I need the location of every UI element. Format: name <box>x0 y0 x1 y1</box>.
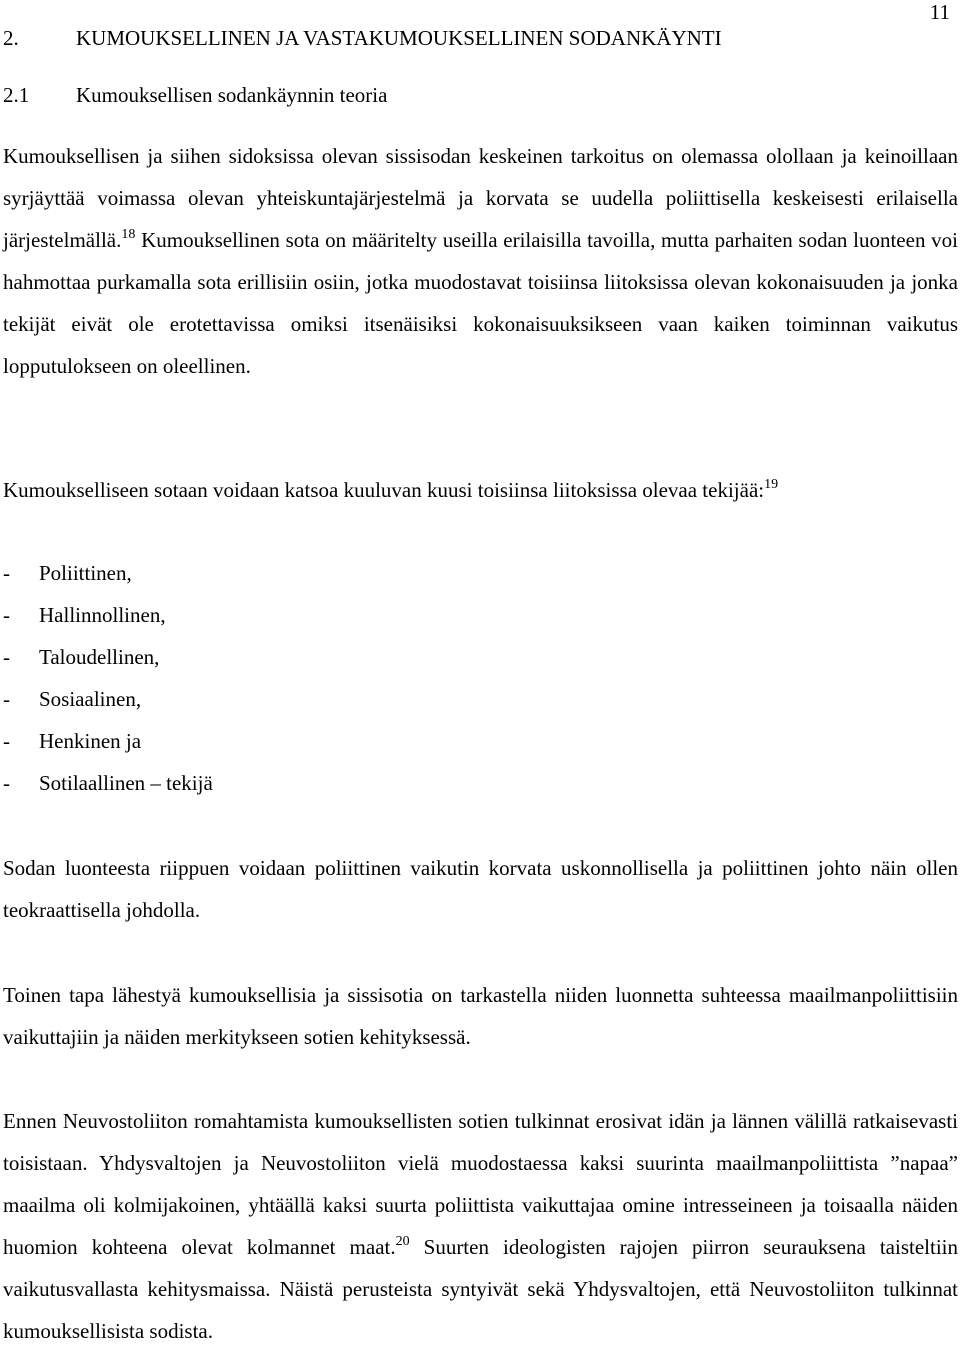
paragraph-5-text-a: Ennen Neuvostoliiton romahtamista kumouksellisten sotien tulkinnat erosivat idän ja lännen välillä ratkaisevasti toisistaan. Yhdysvaltojen ja Neuvostoliiton vielä muodostaessa kaksi suurinta maailmanpoliittista ”napaa” maailma oli kolmijakoinen, yhtäällä kaksi suurta poliittista vaikuttajaa omine intresseineen ja toisaalla näiden huomion kohteena olevat kolmannet maat. <box>3 1109 958 1259</box>
chapter-number: 2. <box>3 26 19 50</box>
list-item <box>3 678 213 720</box>
paragraph-1 <box>3 135 958 387</box>
list-item-text: Hallinnollinen, <box>39 603 166 627</box>
list-item-text: Sotilaallinen – tekijä <box>39 771 213 795</box>
chapter-title: KUMOUKSELLINEN JA VASTAKUMOUKSELLINEN SODANKÄYNTI <box>76 26 722 50</box>
list-item-text: Poliittinen, <box>39 561 132 585</box>
list-item <box>3 636 213 678</box>
list-item-text: Taloudellinen, <box>39 645 160 669</box>
paragraph-5 <box>3 1100 958 1352</box>
list-dash: - <box>3 729 10 753</box>
page-number: 11 <box>929 0 950 24</box>
footnote-ref-18[interactable]: 18 <box>121 227 136 242</box>
list-item-text: Henkinen ja <box>39 729 142 753</box>
paragraph-1-text-a: Kumouksellisen ja siihen sidoksissa olevan sissisodan keskeinen tarkoitus on olemassa olollaan ja keinoillaan syrjäyttää voimassa olevan yhteiskuntajärjestelmä ja korvata se uudella poliittisella keskeisesti erilaisella järjestelmällä. <box>3 144 958 252</box>
paragraph-1-text-b: Kumouksellinen sota on määritelty useilla erilaisilla tavoilla, mutta parhaiten sodan luonteen voi hahmottaa purkamalla sota erillisiin osiin, jotka muodostavat toisiinsa liitoksissa olevan kokonaisuuden ja jonka tekijät eivät ole erotettavissa omiksi itsenäisiksi kokonaisuuksikseen vaan kaiken toiminnan vaikutus lopputulokseen on oleellinen. <box>3 228 958 378</box>
paragraph-4: Toinen tapa lähestyä kumouksellisia ja sissisotia on tarkastella niiden luonnetta suhteessa maailmanpoliittisiin vaikuttajiin ja näiden merkitykseen sotien kehityksessä. <box>3 983 958 1049</box>
list-dash: - <box>3 687 10 711</box>
list-item <box>3 720 213 762</box>
list-item-text: Sosiaalinen, <box>39 687 142 711</box>
list-dash: - <box>3 561 10 585</box>
factor-list <box>3 552 213 804</box>
paragraph-5-text-b: Suurten ideologisten rajojen piirron seurauksena taisteltiin vaikutusvallasta kehitysmaissa. Näistä perusteista syntyivät sekä Yhdysvaltojen, että Neuvostoliiton tulkinnat kumouksellisista sodista. <box>3 1235 959 1343</box>
list-item <box>3 552 213 594</box>
list-dash: - <box>3 771 10 795</box>
paragraph-2-text: Kumoukselliseen sotaan voidaan katsoa kuuluvan kuusi toisiinsa liitoksissa olevaa tekijää: <box>3 478 765 502</box>
paragraph-3: Sodan luonteesta riippuen voidaan poliittinen vaikutin korvata uskonnollisella ja poliittinen johto näin ollen teokraattisella johdolla. <box>3 856 958 922</box>
list-dash: - <box>3 645 10 669</box>
section-heading <box>3 82 387 108</box>
list-item <box>3 762 213 804</box>
list-dash: - <box>3 603 10 627</box>
footnote-ref-20[interactable]: 20 <box>395 1234 410 1249</box>
paragraph-2 <box>3 469 958 511</box>
section-number: 2.1 <box>3 83 30 107</box>
section-title: Kumouksellisen sodankäynnin teoria <box>76 83 388 107</box>
chapter-heading <box>3 25 722 51</box>
footnote-ref-19[interactable]: 19 <box>764 477 779 492</box>
list-item <box>3 594 213 636</box>
